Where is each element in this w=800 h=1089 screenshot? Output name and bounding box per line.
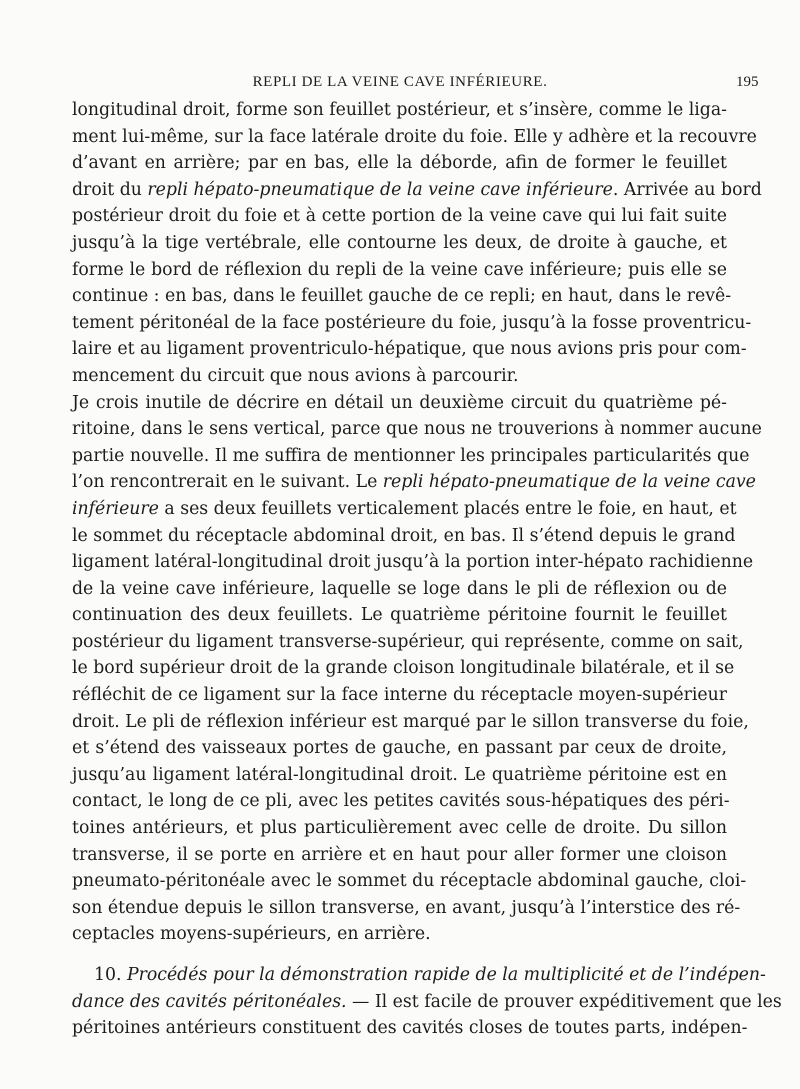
- text-line: contact, le long de ce pli, avec les petites cavités sous-hépatiques des péri-: [72, 791, 730, 812]
- text-line: ment lui-même, sur la face latérale droite du foie. Elle y adhère et la recouvre: [72, 126, 757, 147]
- text-line: [72, 989, 782, 1016]
- paragraph-2: [72, 390, 762, 948]
- text-line: ligament latéral-longitudinal droit jusqu’à la portion inter-hépato rachidienne: [72, 552, 754, 573]
- text-line: mencement du circuit que nous avions à parcourir.: [72, 365, 519, 386]
- text-line: laire et au ligament proventriculo-hépatique, que nous avions pris pour com-: [72, 339, 747, 360]
- text-run: l’on rencontrerait en le suivant. Le: [72, 472, 383, 493]
- text-run: droit du: [72, 179, 148, 200]
- text-run: a ses deux feuillets verticalement placés entre le foie, en haut, et: [158, 498, 737, 519]
- text-line: transverse, il se porte en arrière et en haut pour aller former une cloison: [72, 844, 727, 865]
- text-line: longitudinal droit, forme son feuillet postérieur, et s’insère, comme le liga-: [72, 100, 727, 120]
- text-line: d’avant en arrière; par en bas, elle la déborde, afin de former le feuillet: [72, 153, 727, 174]
- italic-term: repli hépato-pneumatique de la veine cave inférieure: [147, 179, 613, 200]
- text-run: — Il est facile de prouver expéditivement que les: [346, 991, 782, 1012]
- text-line: tement péritonéal de la face postérieure du foie, jusqu’à la fosse proventricu-: [72, 312, 752, 333]
- text-line: péritoines antérieurs constituent des cavités closes de toutes parts, indépen-: [72, 1018, 748, 1039]
- text-line: le bord supérieur droit de la grande cloison longitudinale bilatérale, et il se: [72, 658, 735, 679]
- text-line: jusqu’à la tige vertébrale, elle contourne les deux, de droite à gauche, et: [72, 232, 727, 253]
- text-line: forme le bord de réflexion du repli de la veine cave inférieure; puis elle se: [72, 259, 727, 280]
- paragraph-1: [72, 97, 762, 390]
- text-line: ceptacles moyens-supérieurs, en arrière.: [72, 924, 431, 945]
- running-header: REPLI DE LA VEINE CAVE INFÉRIEURE.: [252, 74, 548, 90]
- body-text: [72, 97, 782, 1042]
- text-line: [72, 496, 737, 523]
- text-line: Je crois inutile de décrire en détail un deuxième circuit du quatrième pé-: [72, 392, 727, 413]
- text-line: son étendue depuis le sillon transverse, en avant, jusqu’à l’interstice des ré-: [72, 897, 741, 918]
- italic-term: repli hépato-pneumatique de la veine cave: [382, 472, 756, 493]
- text-line: postérieur du ligament transverse-supérieur, qui représente, comme on sait,: [72, 631, 744, 652]
- text-line: et s’étend des vaisseaux portes de gauche, en passant par ceux de droite,: [72, 738, 727, 759]
- text-line: ritoine, dans le sens vertical, parce que nous ne trouverions à nommer aucune: [72, 419, 762, 440]
- text-line: [72, 177, 762, 204]
- text-line: continuation des deux feuillets. Le quatrième péritoine fournit le feuillet: [72, 605, 727, 626]
- text-line: pneumato-péritonéale avec le sommet du réceptacle abdominal gauche, cloi-: [72, 871, 747, 892]
- text-line: [72, 962, 766, 989]
- paragraph-gap: [72, 948, 727, 962]
- text-line: réfléchit de ce ligament sur la face interne du réceptacle moyen-supérieur: [72, 685, 727, 706]
- text-line: droit. Le pli de réflexion inférieur est marqué par le sillon transverse du foie,: [72, 711, 749, 732]
- paragraph-3: [72, 962, 782, 1042]
- section-heading: dance des cavités péritonéales.: [72, 991, 347, 1012]
- text-line: [72, 469, 756, 496]
- text-line: jusqu’au ligament latéral-longitudinal droit. Le quatrième péritoine est en: [72, 764, 727, 785]
- text-line: de la veine cave inférieure, laquelle se loge dans le pli de réflexion ou de: [72, 578, 727, 599]
- text-line: le sommet du réceptacle abdominal droit, en bas. Il s’étend depuis le grand: [72, 525, 736, 546]
- text-line: continue : en bas, dans le feuillet gauche de ce repli; en haut, dans le revê-: [72, 286, 732, 307]
- text-line: toines antérieurs, et plus particulièrement avec celle de droite. Du sillon: [72, 818, 727, 839]
- text-run: . Arrivée au bord: [612, 179, 762, 200]
- text-line: postérieur droit du foie et à cette portion de la veine cave qui lui fait suite: [72, 206, 727, 227]
- page-number: 195: [736, 74, 759, 90]
- italic-term: inférieure: [72, 498, 159, 519]
- section-number: 10.: [94, 965, 127, 985]
- section-heading: Procédés pour la démonstration rapide de la multiplicité et de l’indépen-: [126, 965, 766, 985]
- text-line: partie nouvelle. Il me suffira de mentionner les principales particularités que: [72, 445, 750, 466]
